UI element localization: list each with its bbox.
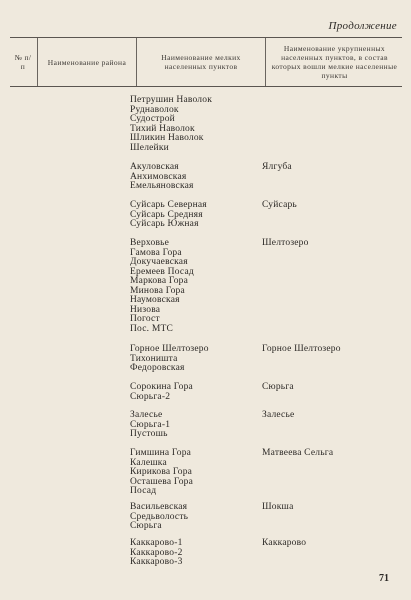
- small-settlement-list: [130, 411, 260, 440]
- small-settlement: Осташева Гора: [130, 476, 194, 487]
- large-settlement: Шелтозеро: [262, 238, 309, 248]
- small-settlement: Кирикова Гора: [130, 467, 193, 477]
- small-settlement: Петрушин Наволок: [130, 95, 213, 105]
- small-settlement: Федоровская: [130, 363, 185, 373]
- small-settlement-list: [130, 239, 260, 334]
- small-settlement: Суйсарь Северная: [130, 200, 207, 210]
- small-settlement: Минова Гора: [130, 285, 185, 296]
- small-settlement: Акуловская: [130, 162, 179, 172]
- small-settlement: Погост: [130, 314, 160, 324]
- small-settlement: Маркова Гора: [130, 276, 189, 286]
- small-settlement: Судострой: [130, 114, 175, 124]
- small-settlement: Шелейки: [130, 142, 169, 153]
- small-settlement: Средьволость: [130, 511, 189, 522]
- small-settlement: Каккарово-1: [130, 538, 183, 548]
- small-settlement: Тихий Наволок: [130, 123, 195, 134]
- header-district: Наименование района: [37, 38, 136, 86]
- small-settlement: Посад: [130, 486, 157, 496]
- small-settlement: Каккарово-2: [130, 547, 183, 558]
- large-settlement: Шокша: [262, 502, 294, 512]
- small-settlement: Залесье: [130, 410, 163, 420]
- small-settlement: Анхимовская: [130, 171, 187, 182]
- header-large-settlements: Наименование укрупненных населенных пунктов, в состав которых вошли мелкие населенные пункты: [265, 38, 403, 86]
- page-number: 71: [379, 573, 389, 584]
- small-settlement: Васильевская: [130, 502, 188, 512]
- large-settlement: Суйсарь: [262, 200, 297, 210]
- large-settlement: Залесье: [262, 410, 295, 420]
- small-settlement: Сорокина Гора: [130, 382, 193, 392]
- small-settlement-list: [130, 539, 260, 568]
- header-number: № п/п: [14, 53, 32, 71]
- small-settlement: Руднаволок: [130, 104, 179, 115]
- small-settlement: Еремеев Посад: [130, 266, 194, 277]
- small-settlement: Емельяновская: [130, 181, 194, 191]
- small-settlement: Тихоништа: [130, 353, 178, 364]
- small-settlement: Каккарово-3: [130, 557, 183, 567]
- continued-label: Продолжение: [328, 20, 397, 32]
- small-settlement: Сюрьга: [130, 521, 162, 531]
- header-small-settlements: Наименование мелких населенных пунктов: [136, 38, 265, 86]
- large-settlement: Горное Шелтозеро: [262, 344, 341, 354]
- small-settlement: Докучаевская: [130, 257, 188, 267]
- small-settlement: Гимшина Гора: [130, 448, 192, 458]
- small-settlement: Пустошь: [130, 429, 168, 439]
- small-settlement: Низова: [130, 304, 161, 315]
- small-settlement: Сюрьга-1: [130, 419, 171, 430]
- small-settlement: Сюрьга-2: [130, 391, 171, 402]
- small-settlement-list: [130, 383, 260, 402]
- small-settlement: Наумовская: [130, 295, 180, 305]
- small-settlement-list: [130, 163, 260, 192]
- small-settlement-list: [130, 345, 260, 374]
- large-settlement: Матвеева Сельга: [262, 448, 334, 458]
- large-settlement: Сюрьга: [262, 382, 294, 392]
- small-settlement: Шликин Наволок: [130, 133, 204, 143]
- small-settlement: Суйсарь Южная: [130, 219, 199, 229]
- small-settlement-list: [130, 503, 260, 532]
- small-settlement: Калешка: [130, 457, 167, 468]
- small-settlement-list: [130, 449, 260, 497]
- large-settlement: Каккарово: [262, 538, 307, 548]
- large-settlement: Ялгуба: [262, 162, 292, 172]
- small-settlement-list: [130, 201, 260, 230]
- small-settlement: Горное Шелтозеро: [130, 344, 209, 354]
- small-settlement: Суйсарь Средняя: [130, 209, 203, 220]
- table-header: [10, 37, 402, 87]
- small-settlement: Гамова Гора: [130, 247, 182, 258]
- small-settlement-list: [130, 96, 260, 153]
- small-settlement: Пос. МТС: [130, 323, 174, 334]
- small-settlement: Верховье: [130, 238, 170, 248]
